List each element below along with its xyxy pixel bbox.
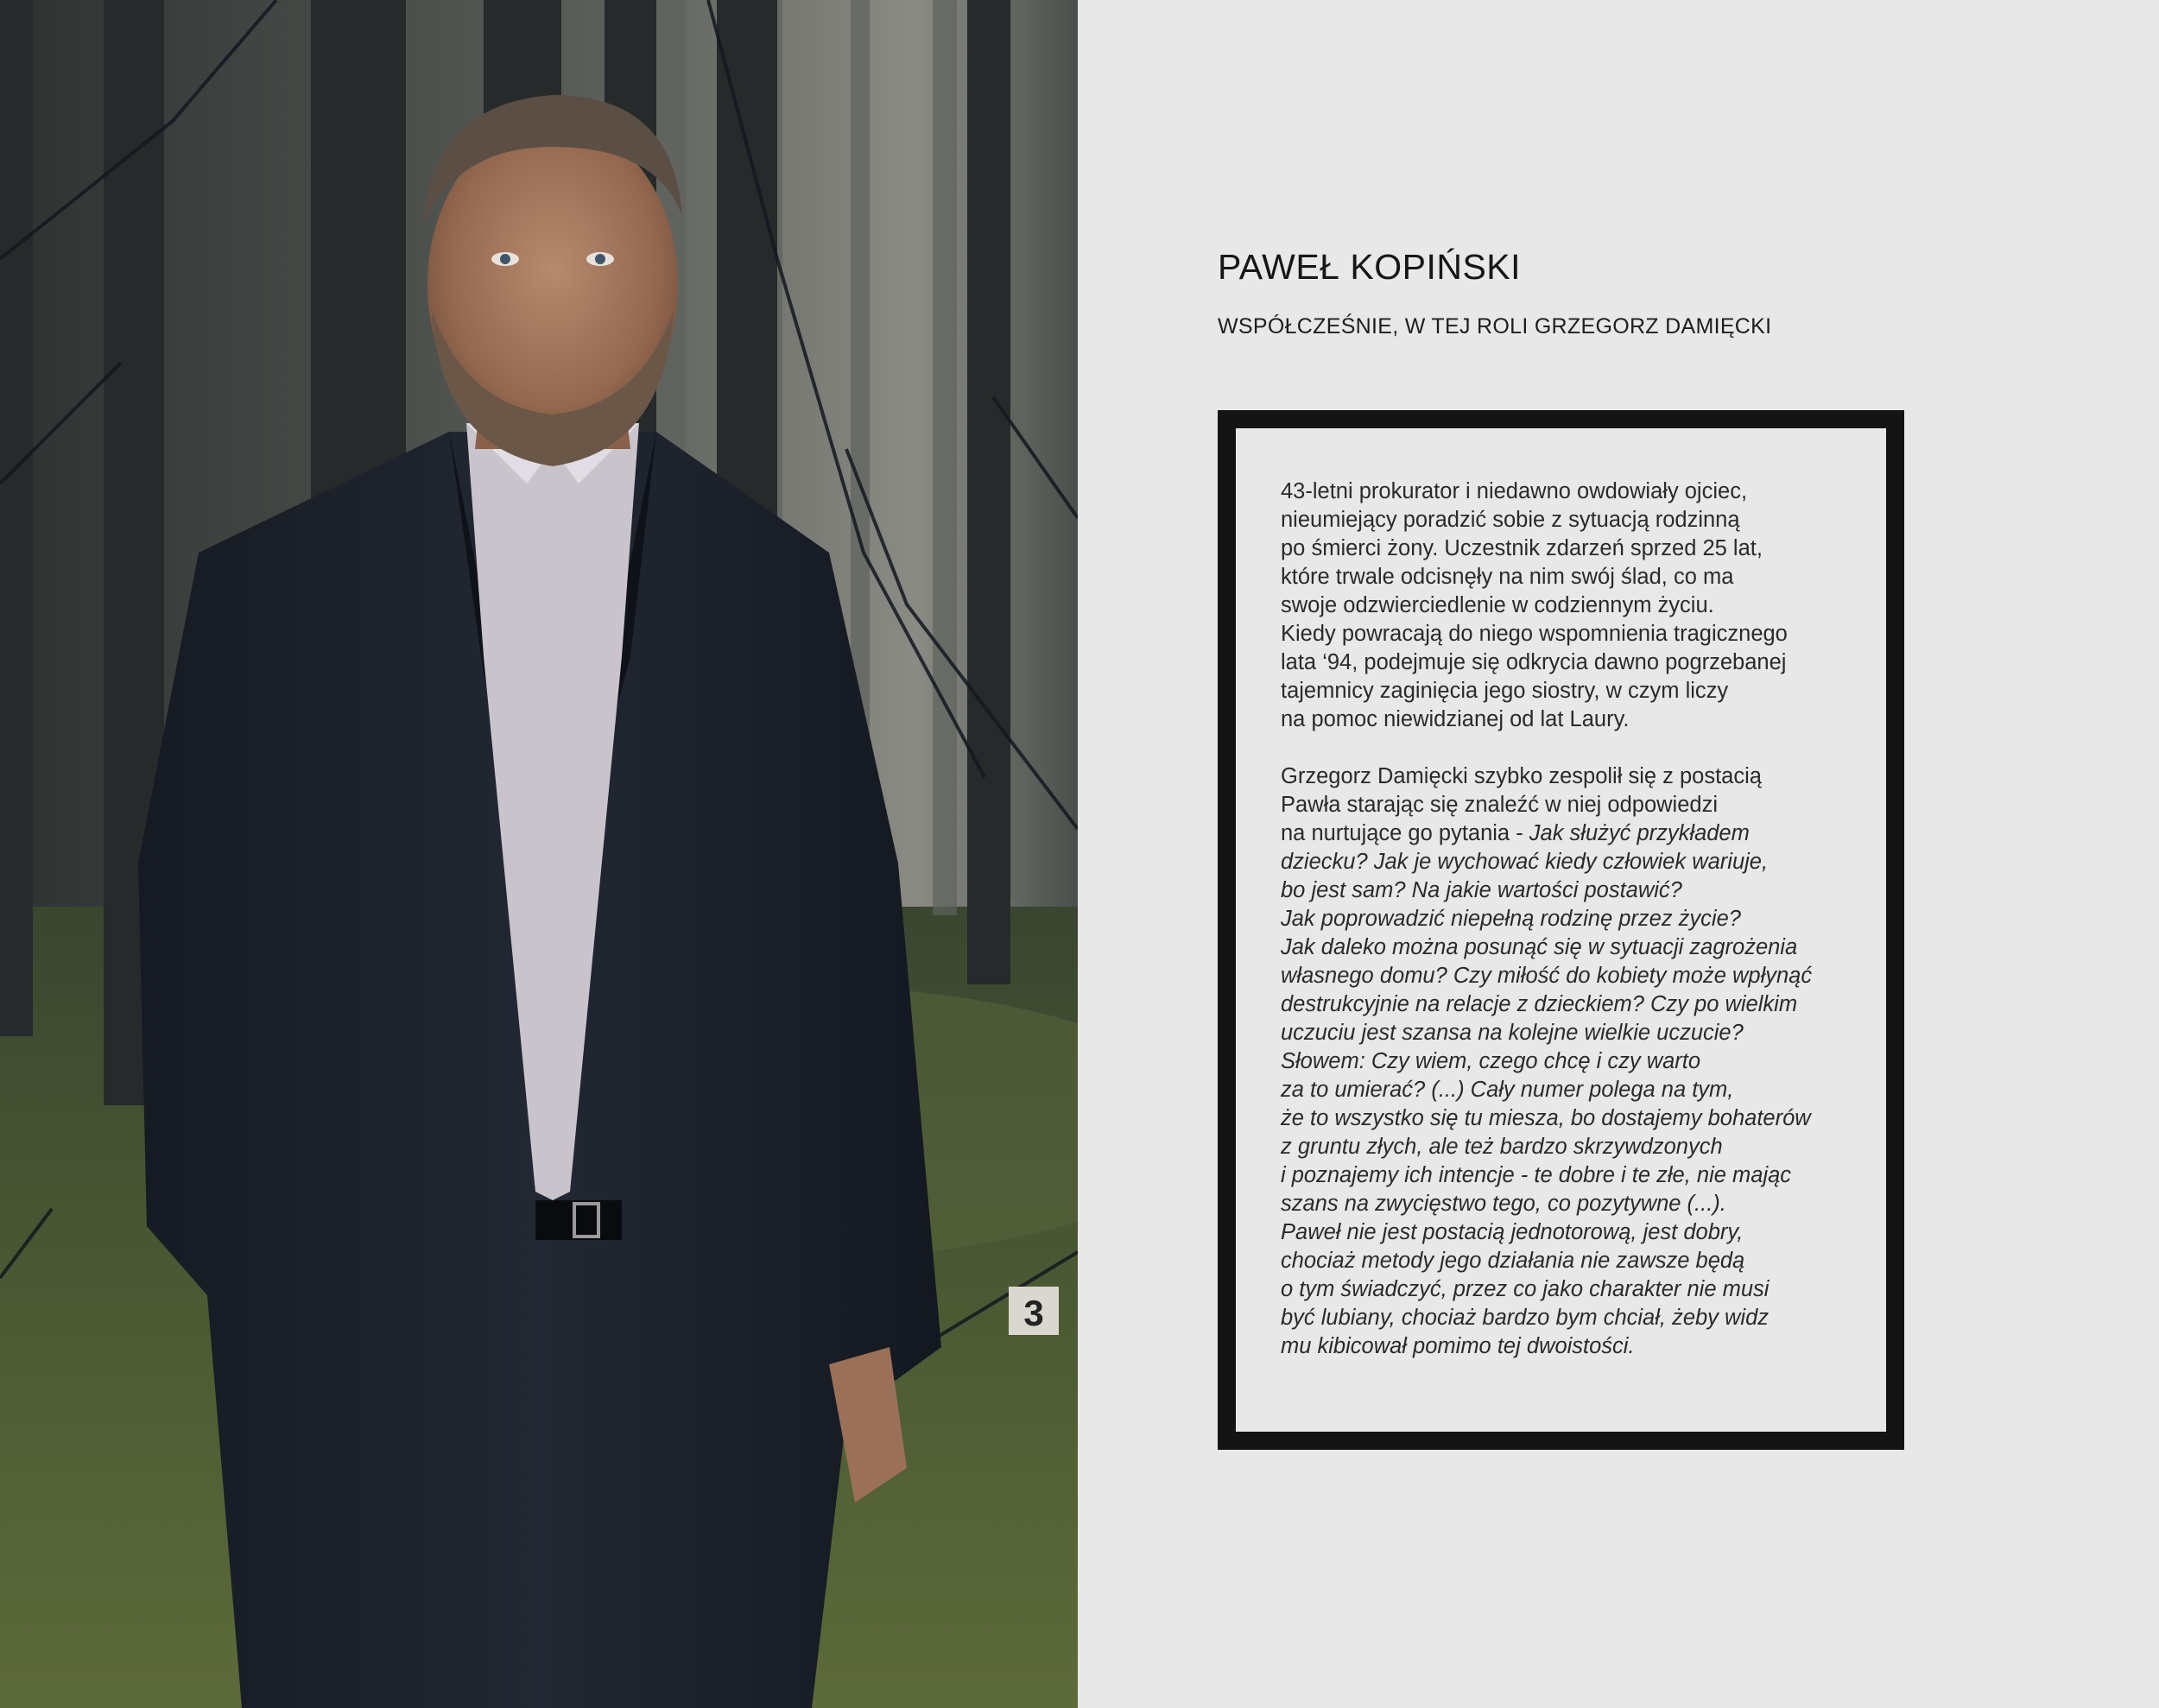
- bio-text: [1281, 478, 1885, 1361]
- bio-quote-line: szans na zwycięstwo tego, co pozytywne (...).: [1281, 1192, 1726, 1216]
- bio-segment-regular: na nurtujące go pytania -: [1281, 821, 1529, 845]
- bio-line: lata ‘94, podejmuje się odkrycia dawno pogrzebanej: [1281, 650, 1787, 674]
- bio-quote-line: Paweł nie jest postacią jednotorową, jest dobry,: [1281, 1220, 1744, 1244]
- bio-quote-line: za to umierać? (...) Cały numer polega na tym,: [1281, 1078, 1734, 1102]
- bio-quote-line: dziecku? Jak je wychować kiedy człowiek wariuje,: [1281, 850, 1769, 874]
- bio-line: nieumiejący poradzić sobie z sytuacją rodzinną: [1281, 508, 1740, 532]
- character-name: PAWEŁ KOPIŃSKI: [1218, 247, 1522, 287]
- bio-frame: [1218, 410, 1904, 1450]
- bio-line: tajemnicy zaginięcia jego siostry, w czym liczy: [1281, 679, 1729, 703]
- bio-quote-line: z gruntu złych, ale też bardzo skrzywdzonych: [1281, 1135, 1723, 1159]
- evidence-marker-number: 3: [1023, 1293, 1044, 1333]
- bio-quote-line: Słowem: Czy wiem, czego chcę i czy warto: [1281, 1049, 1701, 1073]
- bio-line-mixed: [1281, 819, 1885, 848]
- bio-quote-line: destrukcyjnie na relacje z dzieckiem? Czy po wielkim: [1281, 992, 1798, 1016]
- bio-quote-line: mu kibicował pomimo tej dwoistości.: [1281, 1334, 1635, 1358]
- paragraph-spacer: [1281, 734, 1885, 762]
- bio-line: Kiedy powracają do niego wspomnienia tragicznego: [1281, 622, 1788, 646]
- bio-line: na pomoc niewidzianej od lat Laury.: [1281, 707, 1630, 731]
- profile-panel: [1078, 0, 2159, 1708]
- bio-quote-line: własnego domu? Czy miłość do kobiety może wpłynąć: [1281, 964, 1813, 988]
- bio-line: po śmierci żony. Uczestnik zdarzeń sprzed 25 lat,: [1281, 536, 1763, 560]
- bio-quote-line: uczuciu jest szansa na kolejne wielkie uczucie?: [1281, 1021, 1744, 1045]
- bio-segment-italic: Jak służyć przykładem: [1529, 821, 1750, 845]
- bio-quote-line: i poznajemy ich intencje - te dobre i te złe, nie mając: [1281, 1163, 1792, 1187]
- bio-quote-line: o tym świadczyć, przez co jako charakter nie musi: [1281, 1277, 1770, 1301]
- bio-quote-line: być lubiany, chociaż bardzo bym chciał, żeby widz: [1281, 1306, 1770, 1330]
- bio-quote-line: Jak poprowadzić niepełną rodzinę przez życie?: [1281, 907, 1741, 931]
- bio-quote-line: Jak daleko można posunąć się w sytuacji zagrożenia: [1281, 935, 1798, 959]
- bio-line: Pawła starając się znaleźć w niej odpowiedzi: [1281, 793, 1719, 817]
- portrait-illustration: [0, 0, 1078, 1708]
- bio-line: swoje odzwierciedlenie w codziennym życiu.: [1281, 593, 1714, 617]
- bio-quote-line: chociaż metody jego działania nie zawsze będą: [1281, 1249, 1745, 1273]
- portrait-photo: [0, 0, 1078, 1708]
- bio-quote-line: bo jest sam? Na jakie wartości postawić?: [1281, 878, 1682, 902]
- bio-line: 43-letni prokurator i niedawno owdowiały ojciec,: [1281, 479, 1748, 503]
- bio-quote-line: że to wszystko się tu miesza, bo dostajemy bohaterów: [1281, 1106, 1811, 1130]
- bio-line: Grzegorz Damięcki szybko zespolił się z postacią: [1281, 764, 1762, 788]
- bio-line: które trwale odcisnęły na nim swój ślad, co ma: [1281, 565, 1734, 589]
- role-subtitle: WSPÓŁCZEŚNIE, W TEJ ROLI GRZEGORZ DAMIĘCKI: [1218, 314, 1772, 338]
